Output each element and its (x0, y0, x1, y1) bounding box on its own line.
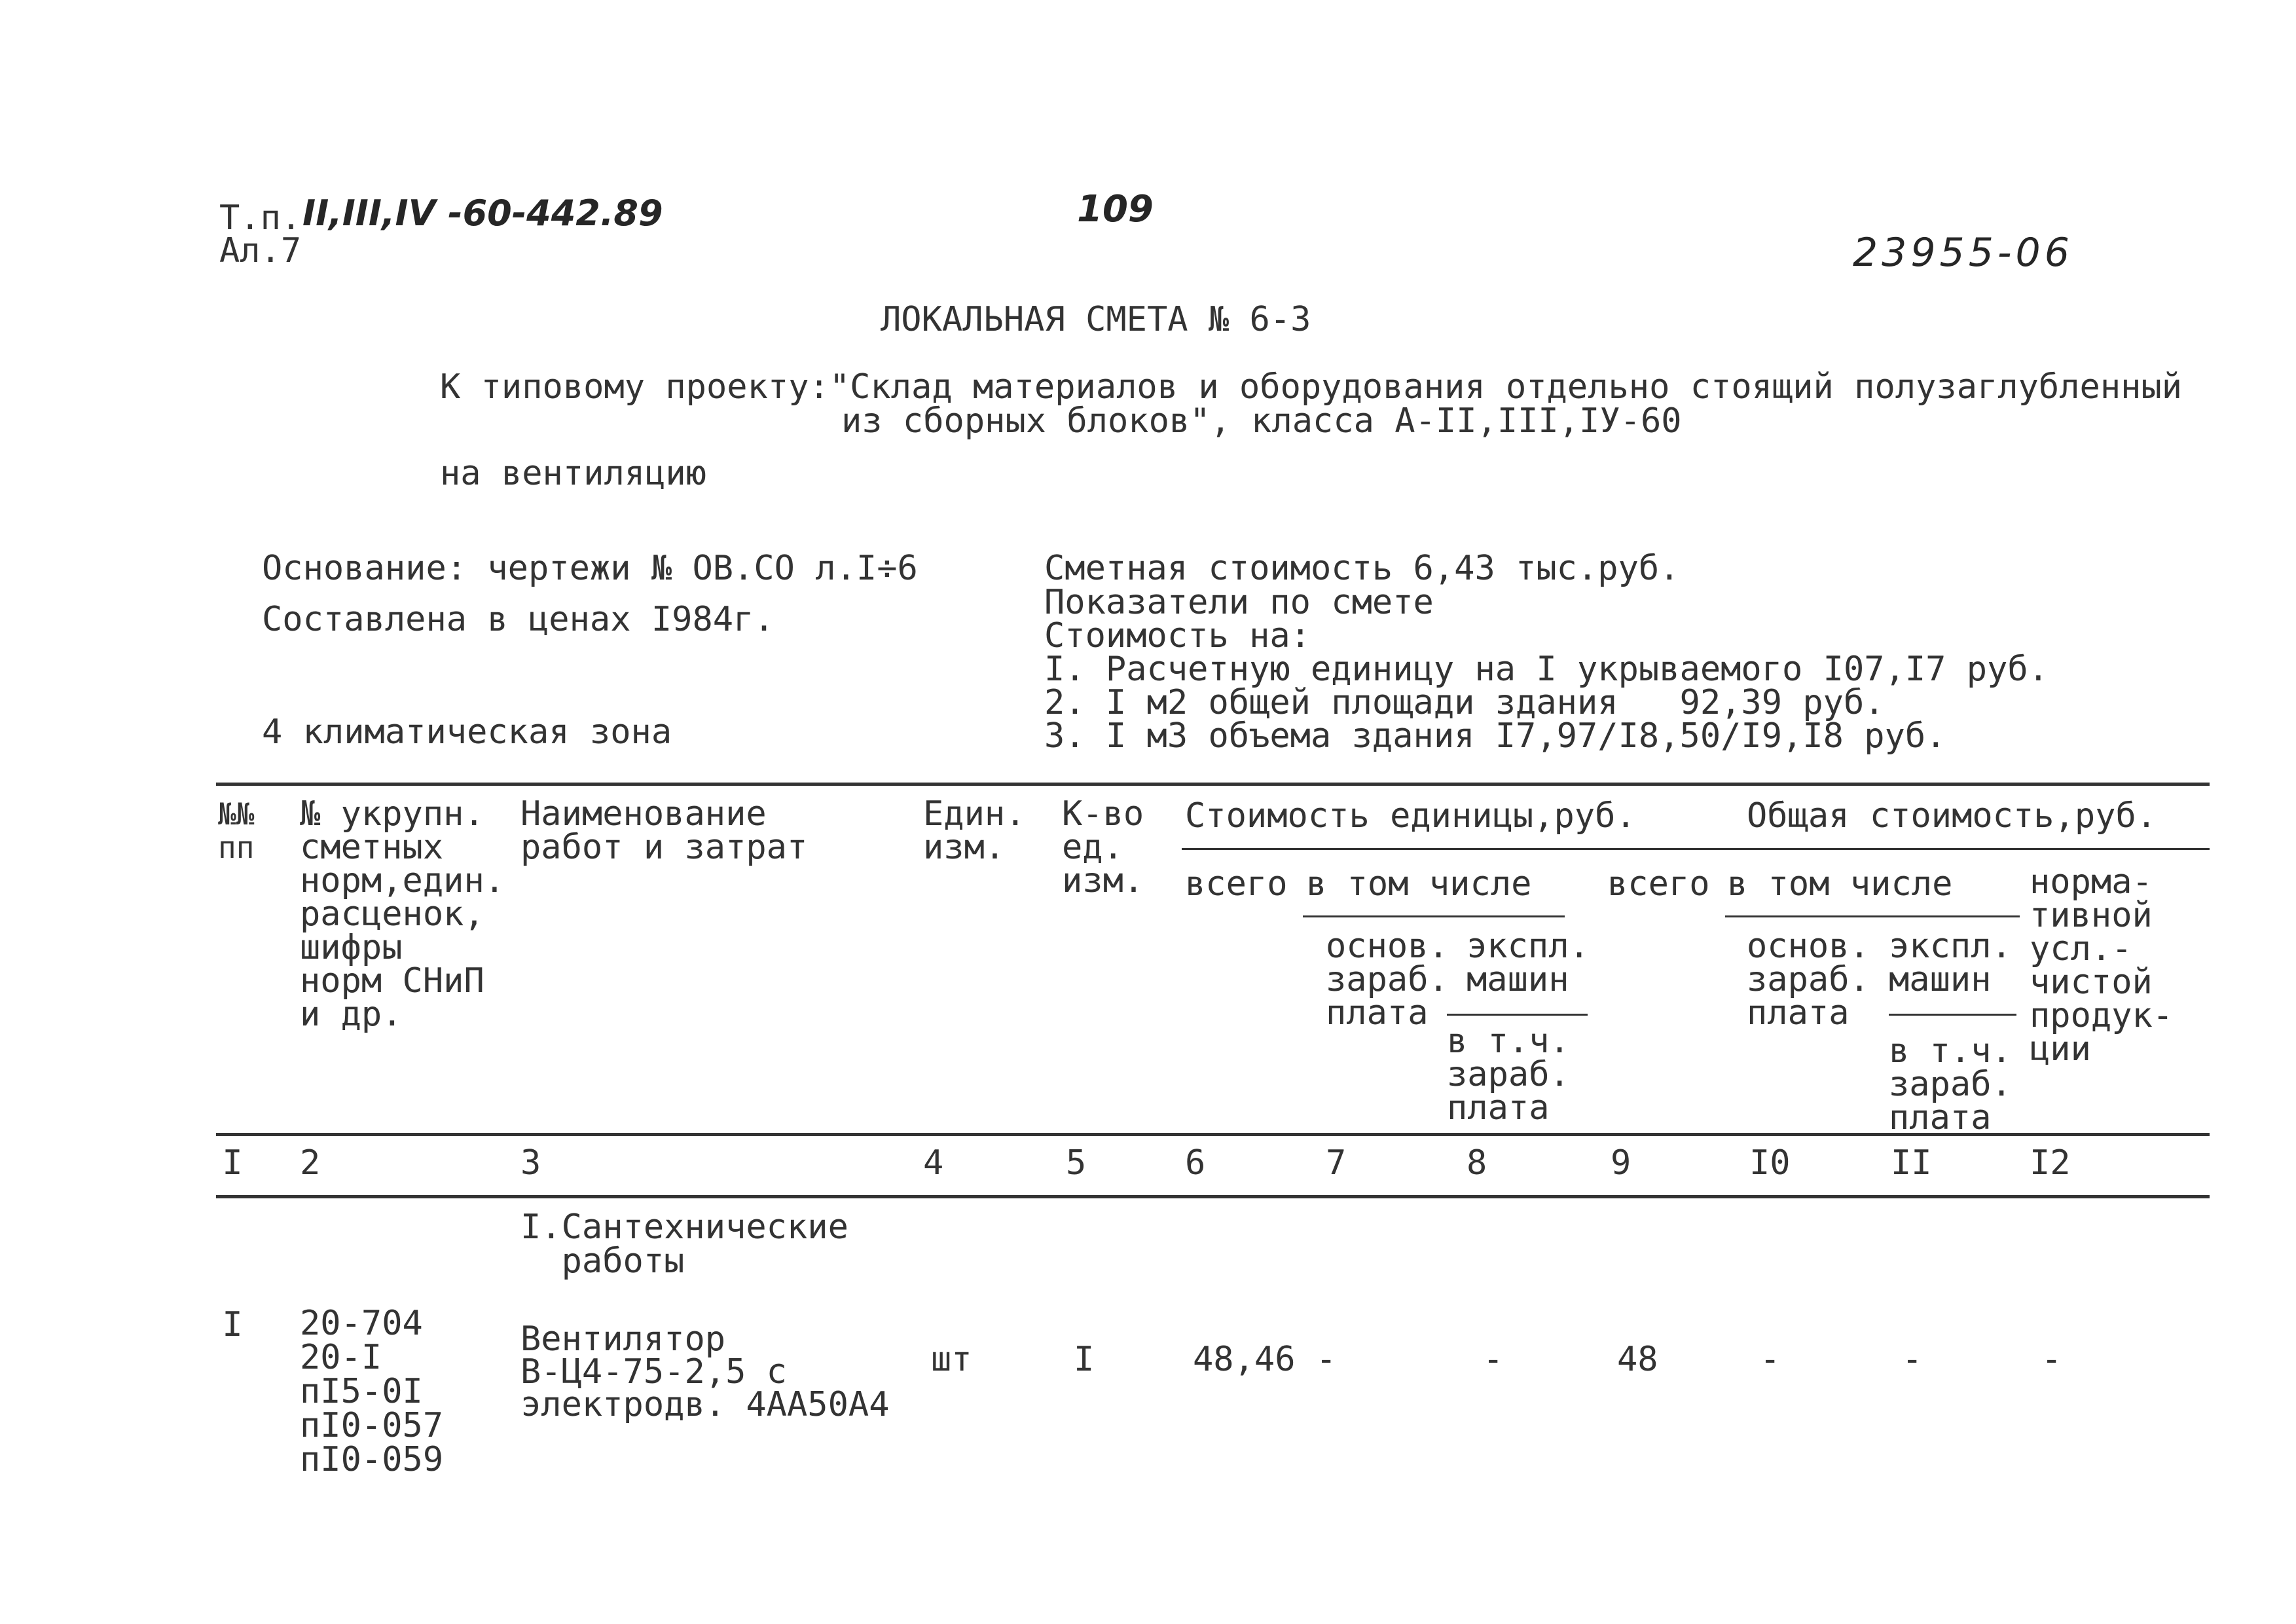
indicators-label: Показатели по смете (1044, 583, 1434, 622)
column-number: 2 (300, 1143, 321, 1183)
estimate-title: ЛОКАЛЬНАЯ СМЕТА № 6-3 (881, 300, 1311, 339)
unit-including-rule (1303, 915, 1565, 917)
row-number: I (222, 1305, 243, 1344)
row-normative: - (2041, 1340, 2062, 1379)
column-number: I0 (1749, 1143, 1791, 1183)
page-number: 109 (1077, 188, 1154, 231)
row-codes: 20-704 20-I пI5-0I пI0-057 пI0-059 (300, 1304, 444, 1479)
climate-zone: 4 климатическая зона (262, 712, 672, 752)
estimate-cost: Сметная стоимость 6,43 тыс.руб. (1044, 549, 1680, 588)
table-top-rule (216, 783, 2210, 786)
price-basis: Составлена в ценах I984г. (262, 600, 774, 639)
row-quantity: I (1074, 1340, 1095, 1379)
basis: Основание: чертежи № ОВ.СО л.I÷6 (262, 549, 918, 588)
column-number: 4 (923, 1143, 944, 1183)
row-total-wage: - (1760, 1340, 1781, 1379)
col-header-unit: Един. изм. (923, 794, 1026, 867)
row-total-machines-wage: - (1902, 1340, 1923, 1379)
column-number: 3 (520, 1143, 541, 1183)
column-number: 6 (1185, 1143, 1206, 1183)
column-number: 7 (1326, 1143, 1347, 1183)
col-header-unit-incl-wage: в т.ч. зараб. плата (1447, 1022, 1570, 1128)
col-header-quantity: К-во ед. изм. (1062, 794, 1144, 900)
cost-group-rule (1182, 848, 2210, 850)
col-header-number: №№ пп (218, 796, 255, 865)
archive-number: 23955-06 (1853, 230, 2073, 276)
unit-machines-rule (1447, 1014, 1588, 1016)
section-title: I.Сантехнические работы (520, 1208, 848, 1281)
total-including-rule (1725, 915, 2020, 917)
col-header-total-including: в том числе (1727, 864, 1953, 904)
column-number: I2 (2030, 1143, 2071, 1183)
col-header-unit-total: всего (1185, 864, 1288, 904)
row-total: 48 (1617, 1340, 1658, 1379)
column-number: I (222, 1143, 243, 1183)
column-number: II (1891, 1143, 1932, 1183)
col-header-codes: № укрупн. сметных норм,един. расценок, шифры норм СНиП и др. (300, 794, 505, 1034)
indicator-item-2: 2. I м2 общей площади здания 92,39 руб. (1044, 683, 1885, 722)
cost-per-label: Стоимость на: (1044, 616, 1311, 655)
col-header-total-base-wage: основ. зараб. плата (1747, 927, 1870, 1033)
col-header-normative: норма- тивной усл.- чистой продук- ции (2030, 862, 2174, 1069)
row-name: Вентилятор В-Ц4-75-2,5 с электродв. 4АА50А4 (520, 1320, 890, 1424)
col-header-unit-cost: Стоимость единицы,руб. (1185, 796, 1636, 836)
row-unit-wage: - (1316, 1340, 1337, 1379)
col-header-total-machines: экспл. машин (1889, 927, 2012, 999)
col-header-unit-including: в том числе (1306, 864, 1532, 904)
project-subtitle-line-1: К типовому проекту:"Склад материалов и оборудования отдельно стоящий полузаглубленный (440, 367, 2183, 407)
column-numbers-rule (216, 1195, 2210, 1198)
column-number: 5 (1066, 1143, 1087, 1183)
project-code: Т.п. (219, 198, 302, 238)
row-unit: шт (931, 1340, 972, 1379)
col-header-unit-base-wage: основ. зараб. плата (1326, 927, 1449, 1033)
album-number: Ал.7 (219, 231, 302, 270)
col-header-total-cost: Общая стоимость,руб. (1747, 796, 2157, 836)
col-header-unit-machines: экспл. машин (1467, 927, 1590, 999)
col-header-name: Наименование работ и затрат (520, 794, 808, 867)
indicator-item-3: 3. I м3 объема здания I7,97/I8,50/I9,I8 руб. (1044, 716, 1946, 756)
indicator-item-1: I. Расчетную единицу на I укрываемого I07,I7 руб. (1044, 650, 2049, 689)
project-subtitle-line-2: из сборных блоков", класса А-II,III,IУ-60 (841, 401, 1682, 441)
column-number: 8 (1467, 1143, 1487, 1183)
col-header-grand-total: всего (1607, 864, 1710, 904)
row-unit-machines: - (1483, 1340, 1504, 1379)
row-unit-total: 48,46 (1193, 1340, 1296, 1379)
project-code-handwritten: II,III,IV -60-442.89 (302, 193, 663, 234)
total-machines-rule (1889, 1014, 2016, 1016)
col-header-total-incl-wage: в т.ч. зараб. плата (1889, 1031, 2012, 1137)
work-type: на вентиляцию (440, 454, 706, 493)
column-number: 9 (1611, 1143, 1631, 1183)
